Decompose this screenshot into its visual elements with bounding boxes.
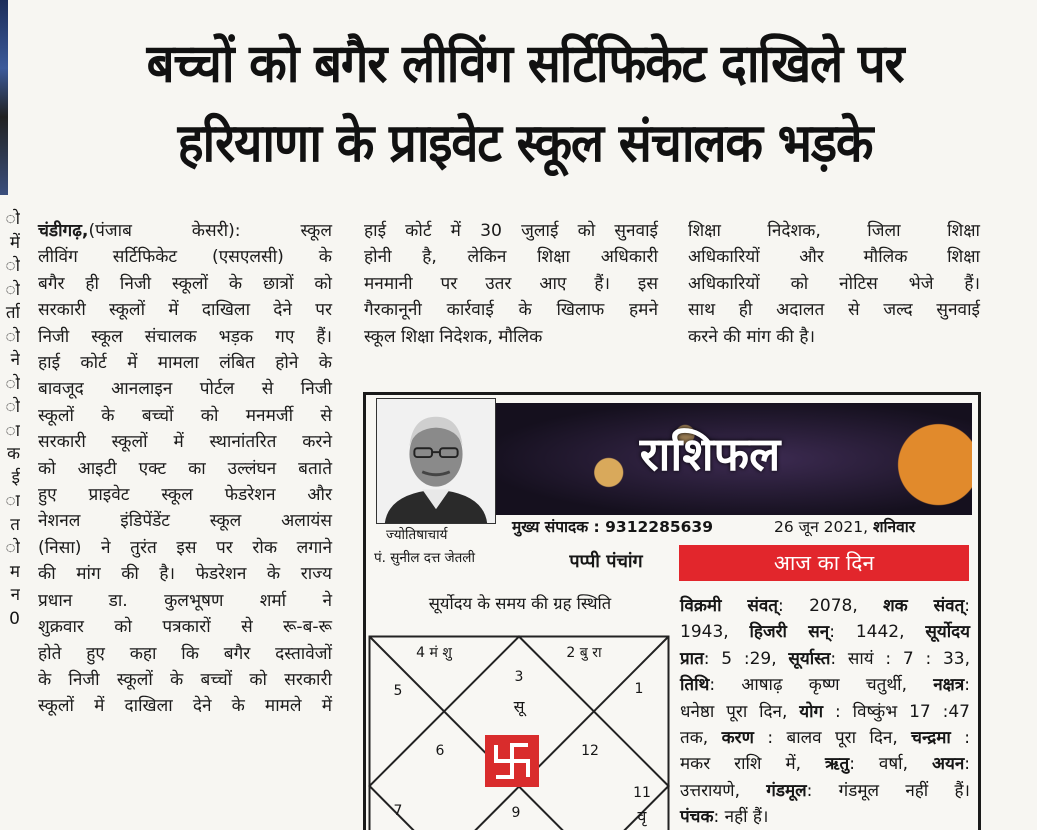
house-12-label: 12 [581, 743, 599, 759]
panchang-term: चन्द्रमा [911, 728, 951, 749]
article-line: को आइटी एक्ट का उल्लंघन बताते [38, 458, 332, 479]
article-line: प्रधान डा. कुलभूषण शर्मा ने [38, 590, 332, 611]
house-2-label: 2 बु रा [566, 645, 602, 661]
adjacent-text-fragment: ा [5, 491, 20, 511]
panchang-term: शक संवत् [883, 596, 965, 616]
panchang-value: : [950, 728, 970, 749]
adjacent-text-fragment: ो [5, 209, 20, 229]
panchang-value: : [964, 596, 970, 616]
article-line: शुक्रवार को पत्रकारों से रू-ब-रू [38, 617, 332, 638]
panchang-line [680, 699, 970, 725]
article-column-1 [38, 218, 332, 720]
article-line: गैरकानूनी कार्रवाई के खिलाफ हमने [364, 300, 658, 321]
panchang-line [680, 672, 970, 698]
panchang-value: उत्तरायणे, [680, 780, 767, 801]
swastik-icon [485, 735, 539, 787]
house-11-planet: वृ [637, 807, 647, 826]
house-11-label: 11 [633, 785, 651, 801]
date-text: 26 जून 2021, [774, 518, 869, 536]
panchang-value: मकर राशि में, [680, 754, 825, 775]
adjacent-text-fragment: क [6, 444, 20, 464]
panchang-term: सूर्योदय [925, 622, 970, 643]
panchang-term: नक्षत्र [933, 675, 965, 696]
panchang-value: : [964, 675, 970, 696]
panchang-line [680, 725, 970, 751]
panchang-term: गंडमूल [766, 780, 807, 801]
article-line: स्कूलों के बच्चों को मनमर्जी से [38, 405, 332, 426]
panchang-value: : 5 :29, [703, 648, 789, 669]
panchang-term: ऋतु [825, 754, 850, 775]
panchang-value: : 2078, [778, 596, 884, 616]
house-6-label: 6 [435, 743, 445, 759]
article-line: साथ ही अदालत से जल्द सुनवाई [688, 300, 980, 321]
article-line: स्कूल शिक्षा निदेशक, मौलिक [364, 326, 543, 347]
panchang-line [680, 804, 970, 830]
rashifal-banner [494, 403, 972, 515]
article-line: अधिकारियों को नोटिस भेजे हैं। [688, 273, 980, 294]
panchang-value: : बालव पूरा दिन, [753, 728, 912, 749]
adjacent-text-fragment: न [10, 585, 20, 605]
adjacent-text-fragment: ो [5, 256, 20, 276]
adjacent-photo-edge [0, 0, 8, 195]
article-line: अधिकारियों और मौलिक शिक्षा [688, 247, 980, 268]
panchang-term: विक्रमी संवत् [680, 596, 778, 616]
article-line: शिक्षा निदेशक, जिला शिक्षा [688, 221, 980, 241]
article-line: हुए प्राइवेट स्कूल फेडरेशन और [38, 485, 332, 506]
headline [30, 24, 1020, 184]
article-line: सरकारी स्कूलों में स्थानांतरित करने [38, 432, 332, 453]
panchang-term: सूर्यास्त [788, 648, 831, 669]
panchang-value: : वर्षा, [849, 754, 932, 775]
article-column-2 [364, 218, 658, 350]
adjacent-text-fragment: ो [5, 397, 20, 417]
graha-sthiti-heading: सूर्योदय के समय की ग्रह स्थिति [428, 594, 612, 613]
article-line [38, 218, 332, 244]
panchang-value: : [964, 754, 970, 775]
article-line: (निसा) ने तुरंत इस पर रोक लगाने [38, 537, 332, 558]
aaj-ka-din-banner: आज का दिन [679, 545, 969, 581]
kundli-chart [368, 635, 670, 830]
panchang-line [680, 619, 970, 645]
article-line: नेशनल इंडिपेंडेंट स्कूल अलायंस [38, 511, 332, 532]
article-column-3 [688, 218, 980, 350]
adjacent-text-fragment: ो [5, 373, 20, 394]
article-line: निजी स्कूल संचालक भड़क गए हैं। [38, 326, 332, 347]
panchang-term: करण [721, 728, 754, 749]
adjacent-text-fragment: ा [5, 420, 20, 441]
panchang-value: : गंडमूल नहीं हैं। [806, 780, 970, 801]
house-1-label: 1 [634, 681, 644, 697]
adjacent-text-fragment: र्ता [5, 303, 20, 323]
panchang-line [680, 593, 970, 619]
article-line: बावजूद आनलाइन पोर्टल से निजी [38, 379, 332, 400]
article-line: हाई कोर्ट में मामला लंबित होने के [38, 353, 332, 374]
panchang-value: : नहीं हैं। [713, 807, 769, 828]
panchang-line [680, 646, 970, 672]
house-3-planet: सू [513, 697, 525, 716]
panchang-value: : सायं : 7 : 33, [830, 648, 970, 669]
day-name: शनिवार [873, 518, 916, 536]
adjacent-text-fragment: ई [11, 467, 20, 488]
panchang-value: : आषाढ़ कृष्ण चतुर्थी, [709, 675, 934, 696]
panchang-line [680, 778, 970, 804]
panchang-label: पप्पी पंचांग [569, 551, 643, 572]
house-5-label: 5 [393, 683, 403, 699]
adjacent-text-fragment: ो [5, 326, 20, 347]
panchang-value: 1943, [680, 622, 750, 643]
article-line: की मांग की है। फेडरेशन के राज्य [38, 564, 332, 585]
panchang-value: धनेष्ठा पूरा दिन, [680, 701, 800, 722]
adjacent-text-fragment: म [9, 561, 20, 582]
rashifal-box [363, 392, 981, 830]
panchang-term: हिजरी सन् [749, 622, 830, 643]
astrologer-name: पं. सुनील दत्त जेतली [374, 550, 475, 566]
article-line: बगैर ही निजी स्कूलों के छात्रों को [38, 273, 332, 294]
article-line: स्कूलों में दाखिला देने के मामले में [38, 696, 332, 717]
headline-line-1: बच्चों को बगैर लीविंग सर्टिफिकेट दाखिले पर [146, 32, 904, 95]
editor-label: मुख्य संपादक : 9312285639 [512, 518, 713, 536]
article-line: लीविंग सर्टिफिकेट (एसएलसी) के [38, 247, 332, 268]
house-3-label: 3 [514, 669, 524, 685]
adjacent-text-fragment: ो [5, 279, 20, 300]
adjacent-column-strip [0, 0, 22, 830]
article-line-text: (पंजाब केसरी): स्कूल [88, 221, 332, 241]
astrologer-portrait-icon [377, 399, 495, 523]
house-4-label: 4 मं शु [416, 645, 452, 661]
astrologer-title: ज्योतिषाचार्य [386, 527, 448, 543]
panchang-term: तिथि [680, 675, 710, 696]
house-7-label: 7 [393, 803, 403, 819]
panchang-term: पंचक [680, 807, 714, 828]
panchang-value: : विष्कुंभ 17 :47 [823, 701, 970, 722]
panchang-term: अयन [931, 754, 965, 775]
article-line: मनमानी पर उतर आए हैं। इस [364, 273, 658, 294]
house-9-label: 9 [511, 805, 521, 821]
panchang-term: प्रात [680, 648, 704, 669]
adjacent-text-fragment: 0 [9, 608, 20, 629]
article-line: होते हुए कहा कि बगैर दस्तावेजों [38, 643, 332, 664]
article-line: हाई कोर्ट में 30 जुलाई को सुनवाई [364, 221, 658, 241]
adjacent-column-text [0, 208, 20, 631]
adjacent-text-fragment: त [10, 514, 20, 535]
panchang-term: योग [799, 701, 824, 722]
article-line: करने की मांग की है। [688, 326, 815, 347]
date-line [774, 515, 915, 537]
panchang-value: तक, [680, 728, 722, 749]
astrologer-photo [376, 398, 496, 524]
panchang-line [680, 751, 970, 777]
panchang-details [680, 593, 970, 830]
adjacent-text-fragment: ने [10, 350, 20, 370]
article-line: होनी है, लेकिन शिक्षा अधिकारी [364, 247, 658, 268]
article-line: सरकारी स्कूलों में दाखिला देने पर [38, 300, 332, 321]
adjacent-text-fragment: में [9, 232, 20, 253]
editor-contact-line [512, 515, 976, 537]
article-line: के निजी स्कूलों के बच्चों को सरकारी [38, 669, 332, 690]
adjacent-text-fragment: ो [5, 538, 20, 558]
panchang-value: : 1442, [829, 622, 926, 643]
headline-line-2: हरियाणा के प्राइवेट स्कूल संचालक भड़के [177, 112, 873, 175]
rashifal-title: राशिफल [639, 427, 781, 481]
dateline-place: चंडीगढ़, [38, 221, 89, 241]
